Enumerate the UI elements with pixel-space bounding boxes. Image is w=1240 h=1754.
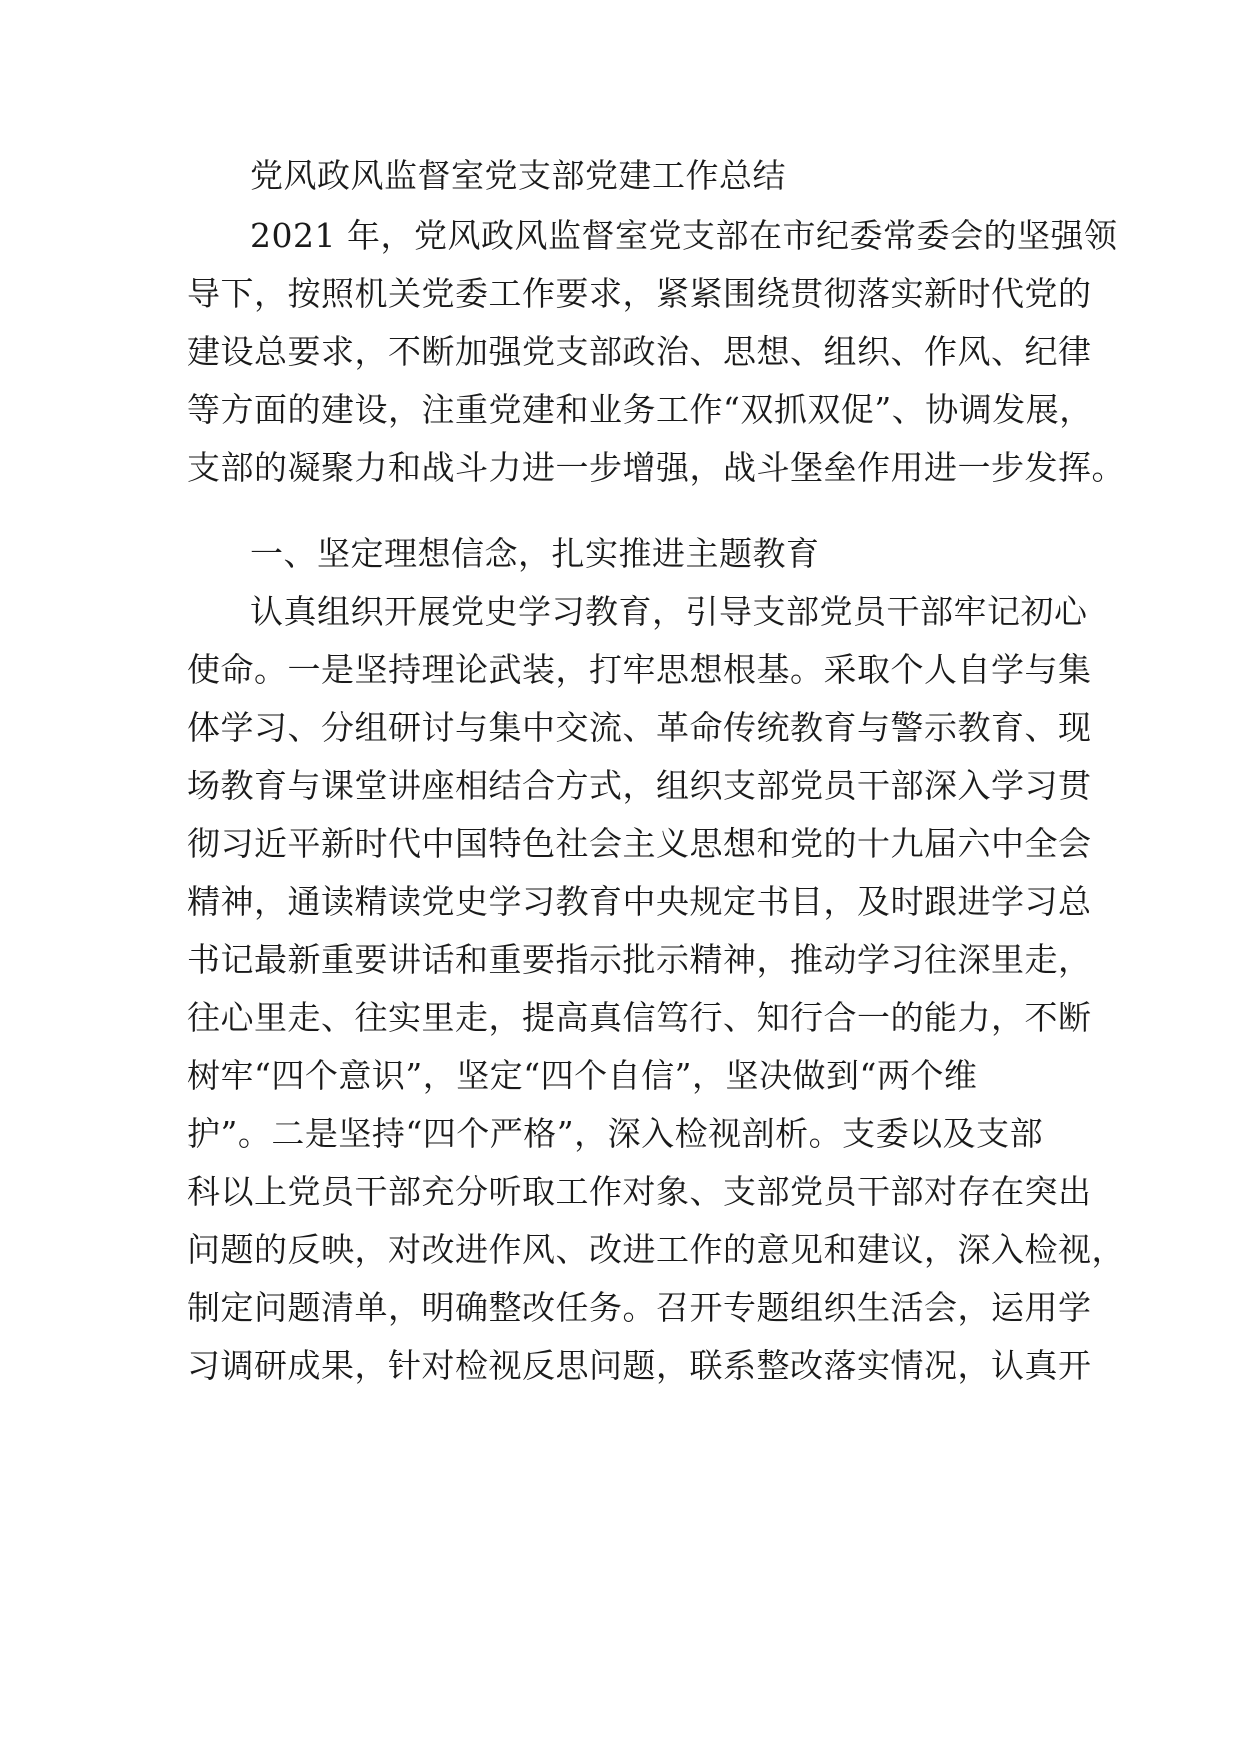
section-heading: 一、坚定理想信念，扎实推进主题教育 (250, 534, 820, 573)
body-line: 精神，通读精读党史学习教育中央规定书目，及时跟进学习总 (187, 882, 1092, 921)
body-line: 往心里走、往实里走，提高真信笃行、知行合一的能力，不断 (187, 998, 1092, 1037)
document-title: 党风政风监督室党支部党建工作总结 (250, 156, 786, 195)
body-line: 使命。一是坚持理论武装，打牢思想根基。采取个人自学与集 (187, 650, 1092, 689)
body-line: 问题的反映，对改进作风、改进工作的意见和建议，深入检视， (187, 1230, 1125, 1269)
intro-line: 等方面的建设，注重党建和业务工作“双抓双促”、协调发展， (187, 390, 1093, 429)
body-line: 习调研成果，针对检视反思问题，联系整改落实情况，认真开 (187, 1346, 1092, 1385)
body-line: 场教育与课堂讲座相结合方式，组织支部党员干部深入学习贯 (187, 766, 1092, 805)
body-line: 彻习近平新时代中国特色社会主义思想和党的十九届六中全会 (187, 824, 1092, 863)
body-line: 科以上党员干部充分听取工作对象、支部党员干部对存在突出 (187, 1172, 1092, 1211)
body-line: 树牢“四个意识”，坚定“四个自信”，坚决做到“两个维 (187, 1056, 978, 1095)
body-line: 书记最新重要讲话和重要指示批示精神，推动学习往深里走， (187, 940, 1092, 979)
intro-line: 2021 年，党风政风监督室党支部在市纪委常委会的坚强领 (250, 216, 1118, 255)
intro-line: 支部的凝聚力和战斗力进一步增强，战斗堡垒作用进一步发挥。 (187, 448, 1125, 487)
body-line: 护”。二是坚持“四个严格”，深入检视剖析。支委以及支部 (187, 1114, 1044, 1153)
body-line: 制定问题清单，明确整改任务。召开专题组织生活会，运用学 (187, 1288, 1092, 1327)
body-line: 体学习、分组研讨与集中交流、革命传统教育与警示教育、现 (187, 708, 1092, 747)
intro-line: 导下，按照机关党委工作要求，紧紧围绕贯彻落实新时代党的 (187, 274, 1092, 313)
body-line: 认真组织开展党史学习教育，引导支部党员干部牢记初心 (250, 592, 1088, 631)
intro-line: 建设总要求，不断加强党支部政治、思想、组织、作风、纪律 (187, 332, 1092, 371)
